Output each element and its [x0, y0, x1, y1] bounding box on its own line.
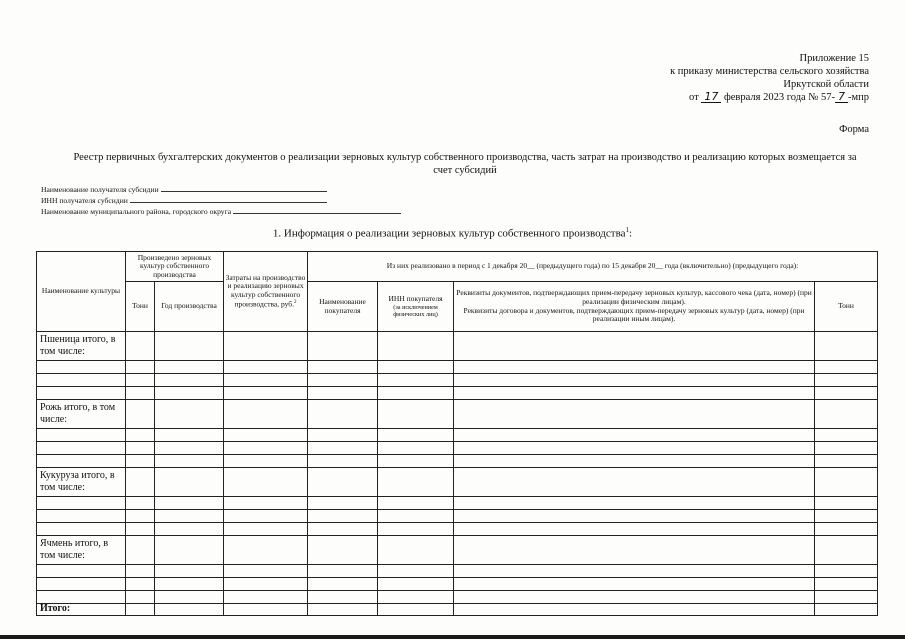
empty-cell — [378, 536, 454, 565]
crop-row — [37, 468, 878, 497]
empty-cell — [454, 429, 815, 442]
empty-cell — [454, 387, 815, 400]
scan-edge-bar — [0, 635, 905, 639]
empty-cell — [815, 497, 878, 510]
empty-cell — [126, 591, 155, 604]
empty-cell — [224, 400, 308, 429]
crop-header: Наименование культуры — [37, 252, 126, 332]
requisites-header — [454, 282, 815, 332]
section-suffix: : — [629, 227, 633, 240]
empty-cell — [126, 536, 155, 565]
section-footnote: 1 — [625, 226, 630, 234]
empty-cell — [224, 565, 308, 578]
empty-cell — [454, 578, 815, 591]
empty-cell — [815, 565, 878, 578]
empty-cell — [454, 468, 815, 497]
empty-cell — [378, 578, 454, 591]
empty-cell — [308, 578, 378, 591]
empty-cell — [815, 468, 878, 497]
buyer-inn-note: (за исключением физических лиц) — [393, 303, 438, 318]
district-blank — [233, 206, 401, 214]
empty-cell — [378, 374, 454, 387]
detail-row — [37, 523, 878, 536]
empty-cell — [155, 442, 224, 455]
empty-cell — [37, 578, 126, 591]
empty-cell — [224, 332, 308, 361]
empty-cell — [308, 497, 378, 510]
buyer-inn-header-text: ИНН покупателя — [388, 294, 443, 304]
empty-cell — [454, 497, 815, 510]
detail-row — [37, 510, 878, 523]
date-suffix: -мпр — [847, 92, 869, 103]
empty-cell — [126, 387, 155, 400]
total-row — [37, 604, 878, 616]
empty-cell — [454, 510, 815, 523]
handwritten-day: 17 — [701, 91, 721, 103]
empty-cell — [815, 442, 878, 455]
empty-cell — [155, 468, 224, 497]
recipient-name-blank — [161, 184, 327, 192]
empty-cell — [454, 442, 815, 455]
empty-cell — [308, 361, 378, 374]
crop-row — [37, 400, 878, 429]
empty-cell — [126, 565, 155, 578]
document-title: Реестр первичных бухгалтерских документов о реализации зерновых культур собственного производства, часть затрат на производство и реализацию которых возмещается за счет субсидий — [73, 152, 857, 176]
empty-cell — [378, 455, 454, 468]
empty-cell — [378, 591, 454, 604]
empty-cell — [155, 536, 224, 565]
crop-row — [37, 536, 878, 565]
empty-cell — [308, 374, 378, 387]
empty-cell — [224, 387, 308, 400]
empty-cell — [815, 374, 878, 387]
empty-cell — [308, 400, 378, 429]
empty-cell — [378, 523, 454, 536]
detail-row — [37, 578, 878, 591]
empty-cell — [37, 455, 126, 468]
empty-cell — [37, 361, 126, 374]
sales-table — [36, 251, 878, 616]
empty-cell — [224, 429, 308, 442]
detail-row — [37, 361, 878, 374]
requisites-text-1: Реквизиты документов, подтверждающих прием-передачу зерновых культур, кассового чека (дата, номер) (при реализации физическим лицам). — [456, 288, 812, 306]
empty-cell — [815, 400, 878, 429]
empty-cell — [815, 332, 878, 361]
buyer-name-header: Наименование покупателя — [308, 282, 378, 332]
appendix-line-1: Приложение 15 — [799, 53, 869, 64]
date-middle: февраля 2023 года № 57- — [723, 92, 835, 103]
empty-cell — [155, 578, 224, 591]
empty-cell — [454, 400, 815, 429]
empty-cell — [224, 497, 308, 510]
empty-cell — [155, 387, 224, 400]
empty-cell — [454, 591, 815, 604]
empty-cell — [155, 591, 224, 604]
empty-cell — [224, 578, 308, 591]
empty-cell — [378, 387, 454, 400]
empty-cell — [155, 400, 224, 429]
header-row-1 — [37, 252, 878, 282]
section-heading — [0, 226, 905, 240]
empty-cell — [155, 374, 224, 387]
empty-cell — [224, 510, 308, 523]
empty-cell — [378, 442, 454, 455]
district-field — [41, 206, 401, 217]
costs-footnote: 2 — [293, 300, 297, 306]
crop-name-cell: Пшеница итого, в том числе: — [37, 332, 126, 361]
empty-cell — [155, 455, 224, 468]
empty-cell — [37, 565, 126, 578]
table-body — [37, 332, 878, 616]
empty-cell — [224, 442, 308, 455]
empty-cell — [126, 468, 155, 497]
empty-cell — [308, 536, 378, 565]
empty-cell — [378, 400, 454, 429]
detail-row — [37, 387, 878, 400]
crop-name-cell: Кукуруза итого, в том числе: — [37, 468, 126, 497]
crop-name-cell: Ячмень итого, в том числе: — [37, 536, 126, 565]
empty-cell — [815, 591, 878, 604]
detail-row — [37, 442, 878, 455]
appendix-line-2: к приказу министерства сельского хозяйства — [670, 66, 869, 77]
empty-cell — [37, 497, 126, 510]
empty-cell — [815, 429, 878, 442]
empty-cell — [454, 536, 815, 565]
produced-tons-header: Тонн — [126, 282, 155, 332]
empty-cell — [308, 510, 378, 523]
empty-cell — [454, 332, 815, 361]
requisites-text-2: Реквизиты договора и документов, подтверждающих прием-передачу зерновых культур (дата, номер) (при реализации иным лицам). — [463, 305, 805, 324]
empty-cell — [224, 468, 308, 497]
empty-cell — [378, 497, 454, 510]
empty-cell — [308, 455, 378, 468]
empty-cell — [815, 523, 878, 536]
empty-cell — [378, 468, 454, 497]
empty-cell — [37, 387, 126, 400]
empty-cell — [378, 429, 454, 442]
district-label: Наименование муниципального района, городского округа — [41, 207, 232, 216]
detail-row — [37, 374, 878, 387]
date-prefix: от — [689, 92, 699, 103]
empty-cell — [308, 332, 378, 361]
empty-cell — [155, 604, 224, 616]
empty-cell — [37, 429, 126, 442]
empty-cell — [155, 497, 224, 510]
empty-cell — [126, 374, 155, 387]
empty-cell — [308, 591, 378, 604]
empty-cell — [224, 604, 308, 616]
empty-cell — [308, 523, 378, 536]
empty-cell — [378, 510, 454, 523]
production-year-header: Год производства — [155, 282, 224, 332]
header-row-2 — [37, 282, 878, 332]
empty-cell — [126, 361, 155, 374]
empty-cell — [308, 429, 378, 442]
costs-header — [224, 252, 308, 332]
handwritten-number: 7 — [835, 91, 848, 103]
sold-tons-header: Тонн — [815, 282, 878, 332]
recipient-inn-label: ИНН получателя субсидии — [41, 196, 128, 205]
empty-cell — [37, 591, 126, 604]
empty-cell — [155, 361, 224, 374]
empty-cell — [155, 332, 224, 361]
empty-cell — [155, 565, 224, 578]
crop-row — [37, 332, 878, 361]
empty-cell — [308, 442, 378, 455]
empty-cell — [37, 442, 126, 455]
empty-cell — [224, 591, 308, 604]
empty-cell — [37, 510, 126, 523]
empty-cell — [126, 429, 155, 442]
empty-cell — [815, 455, 878, 468]
recipient-fields — [41, 184, 401, 217]
empty-cell — [815, 536, 878, 565]
empty-cell — [378, 332, 454, 361]
recipient-name-field — [41, 184, 401, 195]
empty-cell — [454, 374, 815, 387]
empty-cell — [815, 510, 878, 523]
form-label: Форма — [839, 124, 869, 135]
appendix-date-line — [569, 91, 869, 104]
empty-cell — [378, 361, 454, 374]
empty-cell — [126, 332, 155, 361]
empty-cell — [126, 578, 155, 591]
detail-row — [37, 429, 878, 442]
empty-cell — [224, 374, 308, 387]
empty-cell — [224, 536, 308, 565]
empty-cell — [454, 565, 815, 578]
empty-cell — [155, 510, 224, 523]
recipient-inn-field — [41, 195, 401, 206]
sold-period-header: Из них реализовано в период с 1 декабря 20__ (предыдущего года) по 15 декабря 20__ года (включительно) (предыдущего года): — [308, 252, 878, 282]
recipient-name-label: Наименование получателя субсидии — [41, 185, 159, 194]
empty-cell — [126, 497, 155, 510]
recipient-inn-blank — [130, 195, 327, 203]
empty-cell — [155, 429, 224, 442]
appendix-line-3: Иркутской области — [783, 79, 869, 90]
empty-cell — [224, 361, 308, 374]
empty-cell — [155, 523, 224, 536]
empty-cell — [454, 523, 815, 536]
empty-cell — [454, 455, 815, 468]
empty-cell — [126, 604, 155, 616]
total-label: Итого: — [37, 604, 126, 616]
empty-cell — [454, 604, 815, 616]
empty-cell — [126, 523, 155, 536]
empty-cell — [126, 455, 155, 468]
empty-cell — [308, 387, 378, 400]
empty-cell — [815, 578, 878, 591]
empty-cell — [308, 604, 378, 616]
empty-cell — [126, 400, 155, 429]
empty-cell — [126, 442, 155, 455]
empty-cell — [37, 523, 126, 536]
empty-cell — [37, 374, 126, 387]
appendix-header — [569, 52, 869, 104]
produced-header: Произведено зерновых культур собственного производства — [126, 252, 224, 282]
empty-cell — [378, 565, 454, 578]
empty-cell — [815, 604, 878, 616]
buyer-inn-header — [378, 282, 454, 332]
detail-row — [37, 455, 878, 468]
costs-header-text: Затраты на производство и реализацию зерновых культур собственного производства, руб. — [225, 272, 306, 309]
empty-cell — [308, 565, 378, 578]
detail-row — [37, 497, 878, 510]
empty-cell — [378, 604, 454, 616]
empty-cell — [308, 468, 378, 497]
empty-cell — [224, 523, 308, 536]
detail-row — [37, 591, 878, 604]
empty-cell — [815, 387, 878, 400]
empty-cell — [815, 361, 878, 374]
detail-row — [37, 565, 878, 578]
empty-cell — [126, 510, 155, 523]
empty-cell — [224, 455, 308, 468]
crop-name-cell: Рожь итого, в том числе: — [37, 400, 126, 429]
section-text: 1. Информация о реализации зерновых культур собственного производства — [272, 227, 626, 240]
empty-cell — [454, 361, 815, 374]
